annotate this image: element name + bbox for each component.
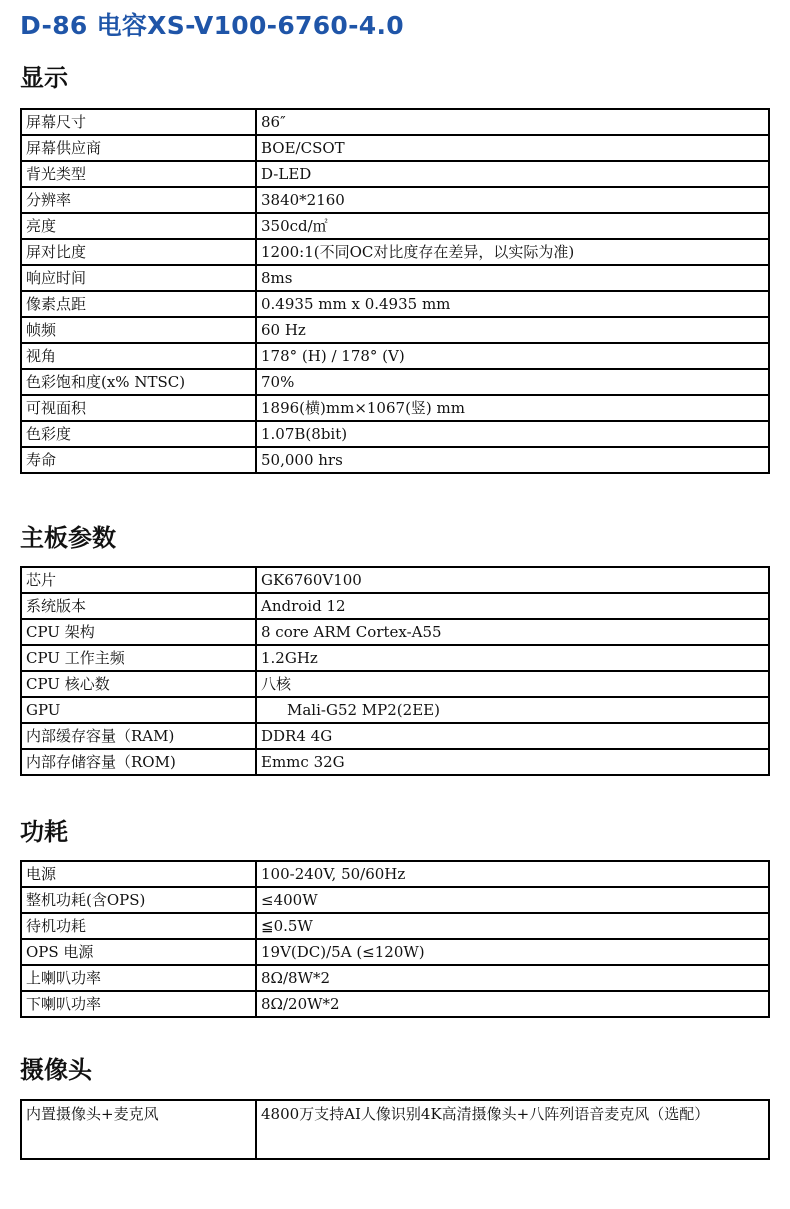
table-row	[21, 213, 769, 239]
spec-key: 内部缓存容量（RAM)	[21, 723, 256, 749]
section-heading-power: 功耗	[20, 818, 68, 846]
table-row	[21, 619, 769, 645]
table-row	[21, 887, 769, 913]
spec-key: 背光类型	[21, 161, 256, 187]
table-row	[21, 697, 769, 723]
spec-key: 整机功耗(含OPS)	[21, 887, 256, 913]
table-row	[21, 567, 769, 593]
table-row	[21, 723, 769, 749]
table-row	[21, 421, 769, 447]
section-heading-camera: 摄像头	[20, 1056, 92, 1084]
spec-key: 视角	[21, 343, 256, 369]
table-row	[21, 939, 769, 965]
spec-key: 内置摄像头+麦克风	[21, 1100, 256, 1159]
spec-value: 19V(DC)/5A (≤120W)	[256, 939, 769, 965]
spec-value: D-LED	[256, 161, 769, 187]
table-row	[21, 965, 769, 991]
spec-key: 待机功耗	[21, 913, 256, 939]
section-heading-display: 显示	[20, 64, 68, 92]
spec-key: 响应时间	[21, 265, 256, 291]
spec-value: 8Ω/20W*2	[256, 991, 769, 1017]
table-row	[21, 343, 769, 369]
power-spec-table	[20, 860, 770, 1018]
spec-value: DDR4 4G	[256, 723, 769, 749]
spec-value: 3840*2160	[256, 187, 769, 213]
table-row	[21, 239, 769, 265]
spec-key: 电源	[21, 861, 256, 887]
table-row	[21, 161, 769, 187]
spec-value: 0.4935 mm x 0.4935 mm	[256, 291, 769, 317]
spec-value: ≦0.5W	[256, 913, 769, 939]
spec-value: BOE/CSOT	[256, 135, 769, 161]
spec-value: 86″	[256, 109, 769, 135]
spec-value: Mali-G52 MP2(2EE)	[256, 697, 769, 723]
spec-key: 色彩度	[21, 421, 256, 447]
spec-key: CPU 工作主频	[21, 645, 256, 671]
spec-key: 亮度	[21, 213, 256, 239]
spec-key: 帧频	[21, 317, 256, 343]
spec-value: 1200:1(不同OC对比度存在差异，以实际为准)	[256, 239, 769, 265]
table-row	[21, 861, 769, 887]
mainboard-spec-table	[20, 566, 770, 776]
spec-key: 屏幕尺寸	[21, 109, 256, 135]
spec-value: 60 Hz	[256, 317, 769, 343]
table-row	[21, 265, 769, 291]
spec-value: GK6760V100	[256, 567, 769, 593]
table-row	[21, 645, 769, 671]
spec-key: 下喇叭功率	[21, 991, 256, 1017]
table-row	[21, 593, 769, 619]
spec-key: CPU 架构	[21, 619, 256, 645]
spec-key: 色彩饱和度(x% NTSC)	[21, 369, 256, 395]
spec-key: 内部存储容量（ROM)	[21, 749, 256, 775]
spec-value: 178° (H) / 178° (V)	[256, 343, 769, 369]
spec-value: 70%	[256, 369, 769, 395]
spec-value: 1.07B(8bit)	[256, 421, 769, 447]
spec-key: 寿命	[21, 447, 256, 473]
spec-value: ≤400W	[256, 887, 769, 913]
spec-value: 八核	[256, 671, 769, 697]
spec-key: 系统版本	[21, 593, 256, 619]
table-row	[21, 317, 769, 343]
spec-key: 可视面积	[21, 395, 256, 421]
table-row	[21, 291, 769, 317]
spec-value: Android 12	[256, 593, 769, 619]
display-spec-table	[20, 108, 770, 474]
table-row	[21, 395, 769, 421]
table-row	[21, 671, 769, 697]
table-row	[21, 187, 769, 213]
spec-value: 100-240V, 50/60Hz	[256, 861, 769, 887]
spec-value: 8 core ARM Cortex-A55	[256, 619, 769, 645]
spec-value: 1896(横)mm×1067(竖) mm	[256, 395, 769, 421]
spec-value: 350cd/㎡	[256, 213, 769, 239]
table-row	[21, 109, 769, 135]
table-row	[21, 991, 769, 1017]
spec-value: 8Ω/8W*2	[256, 965, 769, 991]
spec-value: 8ms	[256, 265, 769, 291]
section-heading-mainboard: 主板参数	[20, 524, 116, 552]
table-row	[21, 913, 769, 939]
table-row	[21, 135, 769, 161]
spec-value: 4800万支持AI人像识别4K高清摄像头+八阵列语音麦克风（选配）	[256, 1100, 769, 1159]
camera-spec-table	[20, 1099, 770, 1160]
table-row	[21, 447, 769, 473]
spec-key: 分辨率	[21, 187, 256, 213]
spec-key: 屏对比度	[21, 239, 256, 265]
spec-key: 屏幕供应商	[21, 135, 256, 161]
spec-value: 50,000 hrs	[256, 447, 769, 473]
spec-key: CPU 核心数	[21, 671, 256, 697]
table-row	[21, 1100, 769, 1159]
spec-value: 1.2GHz	[256, 645, 769, 671]
spec-key: 上喇叭功率	[21, 965, 256, 991]
spec-value: Emmc 32G	[256, 749, 769, 775]
spec-key: 像素点距	[21, 291, 256, 317]
spec-key: GPU	[21, 697, 256, 723]
table-row	[21, 369, 769, 395]
page-title: D-86 电容XS-V100-6760-4.0	[20, 11, 404, 40]
table-row	[21, 749, 769, 775]
spec-key: OPS 电源	[21, 939, 256, 965]
spec-key: 芯片	[21, 567, 256, 593]
